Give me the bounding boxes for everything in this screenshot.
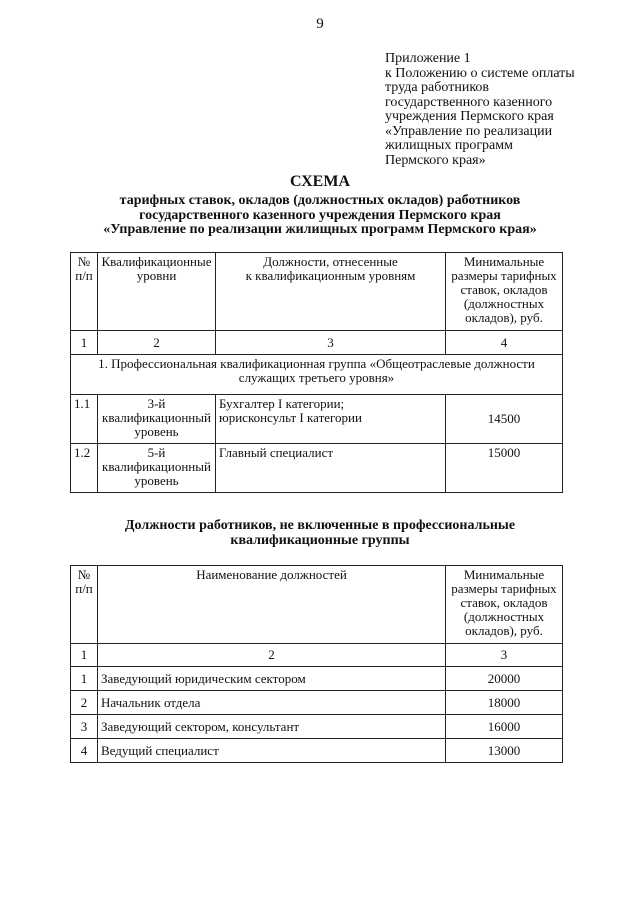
salary-scheme-table bbox=[70, 252, 563, 493]
appendix-line: к Положению о системе оплаты bbox=[385, 65, 575, 81]
table-row bbox=[71, 395, 563, 444]
appendix-line: государственного казенного bbox=[385, 94, 553, 110]
row-salary: 14500 bbox=[446, 395, 563, 444]
table-row bbox=[71, 691, 563, 715]
table-header-row bbox=[71, 253, 563, 331]
header-num: № п/п bbox=[71, 566, 98, 644]
row-name: Заведующий сектором, консультант bbox=[98, 715, 446, 739]
header-salary: Минимальные размеры тарифных ставок, окладов (должностных окладов), руб. bbox=[446, 253, 563, 331]
row-num: 4 bbox=[71, 739, 98, 763]
row-num: 3 bbox=[71, 715, 98, 739]
appendix-line: Пермского края» bbox=[385, 152, 486, 168]
row-salary: 20000 bbox=[446, 667, 563, 691]
appendix-line: учреждения Пермского края bbox=[385, 109, 554, 124]
row-num: 1.1 bbox=[71, 395, 98, 444]
col-number: 2 bbox=[98, 331, 216, 355]
appendix-line: жилищных программ bbox=[385, 138, 513, 153]
header-salary: Минимальные размеры тарифных ставок, окладов (должностных окладов), руб. bbox=[446, 566, 563, 644]
column-numbers-row bbox=[71, 331, 563, 355]
table-row bbox=[71, 715, 563, 739]
col-number: 2 bbox=[98, 644, 446, 667]
row-salary: 18000 bbox=[446, 691, 563, 715]
row-salary: 13000 bbox=[446, 739, 563, 763]
header-num: № п/п bbox=[71, 253, 98, 331]
subtitle-line: государственного казенного учреждения Пермского края bbox=[139, 207, 501, 223]
group-title-row bbox=[71, 355, 563, 395]
appendix-line: «Управление по реализации bbox=[385, 123, 553, 139]
row-name: Ведущий специалист bbox=[98, 739, 446, 763]
page-number: 9 bbox=[316, 16, 324, 32]
subtitle-line: «Управление по реализации жилищных программ Пермского края» bbox=[103, 222, 537, 237]
row-level: 5-й квалификационный уровень bbox=[98, 444, 216, 493]
row-num: 2 bbox=[71, 691, 98, 715]
row-positions: Главный специалист bbox=[216, 444, 446, 493]
col-number: 4 bbox=[446, 331, 563, 355]
row-name: Начальник отдела bbox=[98, 691, 446, 715]
row-salary: 15000 bbox=[446, 444, 563, 493]
row-num: 1.2 bbox=[71, 444, 98, 493]
section-title-line: Должности работников, не включенные в профессиональные bbox=[124, 518, 516, 533]
header-level: Квалификационные уровни bbox=[98, 253, 216, 331]
table-header-row bbox=[71, 566, 563, 644]
row-name: Заведующий юридическим сектором bbox=[98, 667, 446, 691]
header-name: Наименование должностей bbox=[98, 566, 446, 644]
appendix-line: труда работников bbox=[385, 80, 490, 95]
table-row bbox=[71, 444, 563, 493]
table-row bbox=[71, 739, 563, 763]
column-numbers-row bbox=[71, 644, 563, 667]
section-title-line: квалификационные группы bbox=[230, 533, 410, 548]
col-number: 3 bbox=[446, 644, 563, 667]
group-title: 1. Профессиональная квалификационная группа «Общеотраслевые должности служащих третьего уровня» bbox=[71, 355, 563, 395]
row-positions: Бухгалтер I категории; юрисконсульт I категории bbox=[216, 395, 446, 444]
col-number: 1 bbox=[71, 644, 98, 667]
section-title bbox=[60, 518, 580, 548]
appendix-line: Приложение 1 bbox=[385, 51, 471, 66]
header-positions: Должности, отнесенные к квалификационным уровням bbox=[216, 253, 446, 331]
table-row bbox=[71, 667, 563, 691]
appendix-note bbox=[385, 52, 625, 168]
row-level: 3-й квалификационный уровень bbox=[98, 395, 216, 444]
row-num: 1 bbox=[71, 667, 98, 691]
row-salary: 16000 bbox=[446, 715, 563, 739]
document-subtitle bbox=[60, 194, 580, 238]
col-number: 1 bbox=[71, 331, 98, 355]
subtitle-line: тарифных ставок, окладов (должностных окладов) работников bbox=[119, 193, 521, 208]
non-group-positions-table bbox=[70, 565, 563, 763]
document-title: СХЕМА bbox=[289, 173, 351, 190]
col-number: 3 bbox=[216, 331, 446, 355]
